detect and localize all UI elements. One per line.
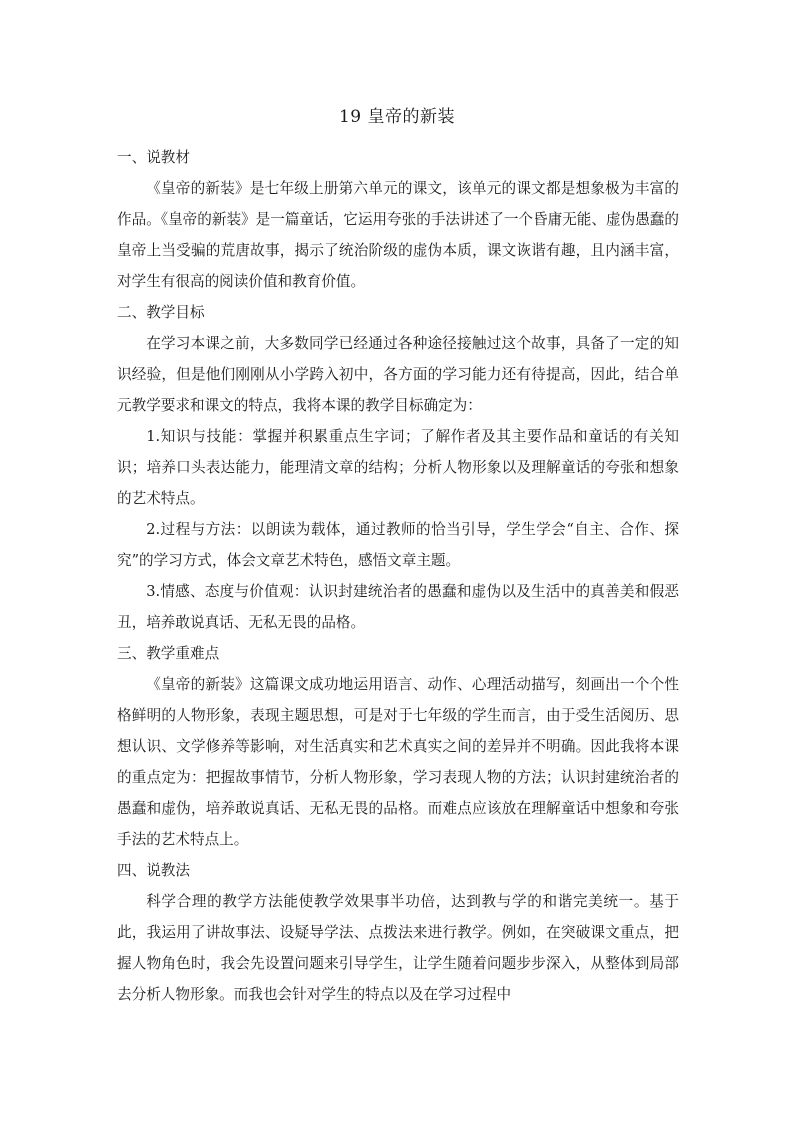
section-teaching-material bbox=[117, 142, 679, 297]
paragraph: 2.过程与方法：以朗读为载体，通过教师的恰当引导，学生学会“自主、合作、探究”的学习方式，体会文章艺术特色，感悟文章主题。 bbox=[117, 521, 679, 569]
section-heading: 一、说教材 bbox=[117, 149, 190, 166]
paragraph: 3.情感、态度与价值观：认识封建统治者的愚蠢和虚伪以及生活中的真善美和假恶丑，培养敢说真话、无私无畏的品格。 bbox=[117, 583, 679, 631]
section-key-difficult-points bbox=[117, 638, 679, 855]
paragraph: 科学合理的教学方法能使教学效果事半功倍，达到教与学的和谐完美统一。基于此，我运用了讲故事法、设疑导学法、点拨法来进行教学。例如，在突破课文重点，把握人物角色时，我会先设置问题来引导学生，让学生随着问题步步深入，从整体到局部去分析人物形象。而我也会针对学生的特点以及在学习过程中 bbox=[117, 893, 679, 1003]
document-title: 19 皇帝的新装 bbox=[338, 107, 456, 127]
section-teaching-objectives bbox=[117, 297, 679, 638]
paragraph: 《皇帝的新装》是七年级上册第六单元的课文，该单元的课文都是想象极为丰富的作品。《皇帝的新装》是一篇童话，它运用夸张的手法讲述了一个昏庸无能、虚伪愚蠢的皇帝上当受骗的荒唐故事，揭示了统治阶级的虚伪本质，课文诙谐有趣，且内涵丰富，对学生有很高的阅读价值和教育价值。 bbox=[117, 180, 679, 290]
paragraph: 《皇帝的新装》这篇课文成功地运用语言、动作、心理活动描写，刻画出一个个性格鲜明的人物形象，表现主题思想，可是对于七年级的学生而言，由于受生活阅历、思想认识、文学修养等影响，对生活真实和艺术真实之间的差异并不明确。因此我将本课的重点定为：把握故事情节，分析人物形象，学习表现人物的方法；认识封建统治者的愚蠢和虚伪，培养敢说真话、无私无畏的品格。而难点应该放在理解童话中想象和夸张手法的艺术特点上。 bbox=[117, 676, 679, 848]
section-heading: 三、教学重难点 bbox=[117, 645, 220, 662]
section-heading: 四、说教法 bbox=[117, 862, 190, 879]
section-teaching-methods bbox=[117, 855, 679, 1010]
paragraph: 在学习本课之前，大多数同学已经通过各种途径接触过这个故事，具备了一定的知识经验，但是他们刚刚从小学跨入初中，各方面的学习能力还有待提高，因此，结合单元教学要求和课文的特点，我将本课的教学目标确定为： bbox=[117, 335, 679, 414]
section-heading: 二、教学目标 bbox=[117, 304, 205, 321]
document-body bbox=[117, 142, 679, 1010]
paragraph: 1.知识与技能：掌握并积累重点生字词；了解作者及其主要作品和童话的有关知识；培养口头表达能力，能理清文章的结构；分析人物形象以及理解童话的夸张和想象的艺术特点。 bbox=[117, 428, 679, 507]
